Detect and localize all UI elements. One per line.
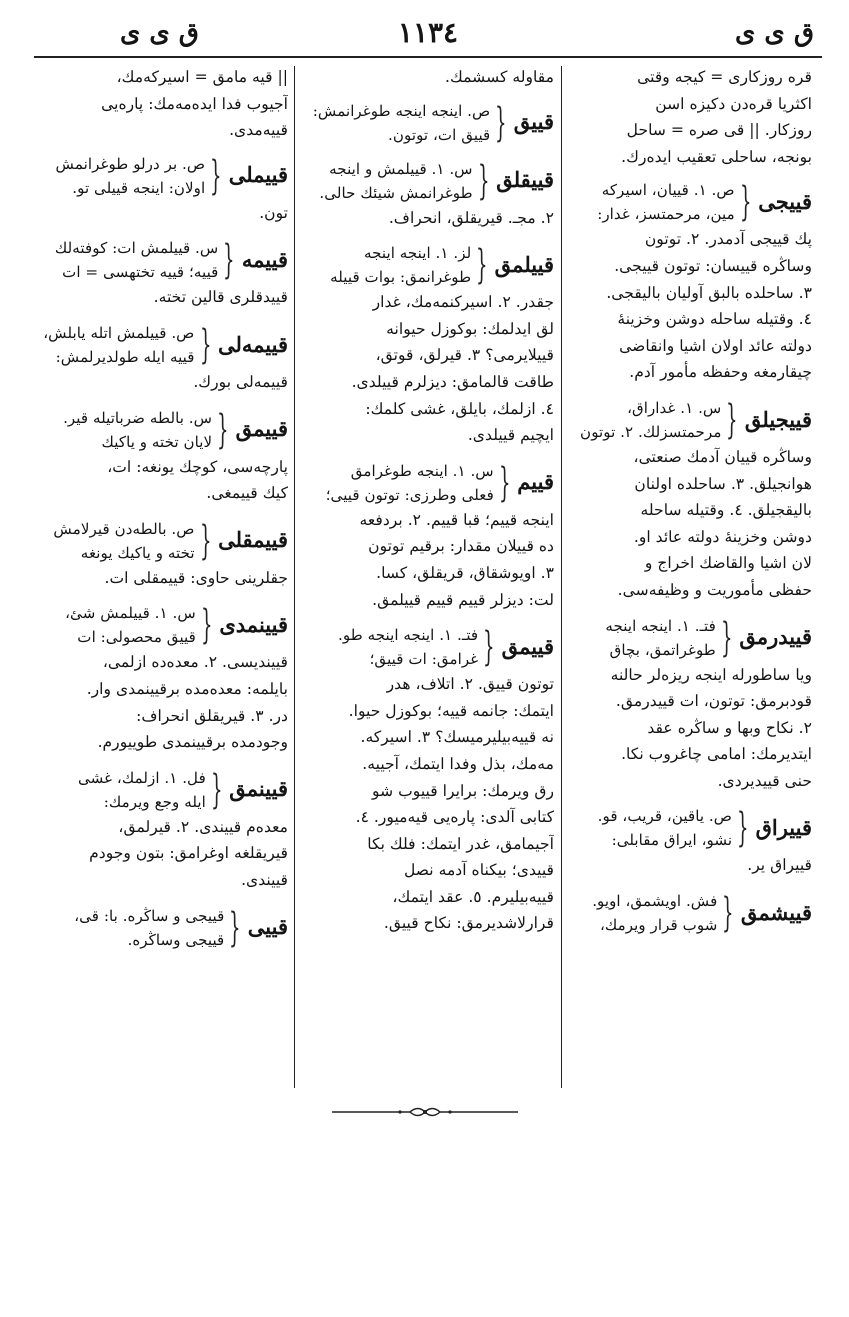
text-line: ٤. ازلمك، بايلق، غشى كلمك: [365, 399, 554, 418]
entry-head [564, 396, 812, 444]
page-number: ١١٣٤ [397, 16, 459, 49]
text-line: قرارلاشديرمق: نكاح قييق. [383, 914, 554, 933]
text-line: || قيه مامق = اسيركه‌مك، [116, 68, 288, 86]
text-line: در. ٣. قيريقلق انحراف: [136, 706, 288, 725]
definition-line: س. ١. غداراق، [627, 398, 722, 417]
text-line: ايتديرمك: امامى چاغروب نكا. [621, 745, 812, 764]
brace-glyph: { [483, 624, 495, 671]
definition-line: مرحمتسزلك. ٢. توتون [580, 422, 722, 441]
text-line: پك قييجى آدمدر. ٢. توتون [644, 230, 812, 249]
definition-line: غرامق: ات قييق؛ [369, 650, 479, 669]
entry-body [298, 205, 554, 232]
brace-glyph: { [726, 396, 738, 443]
dictionary-entry [564, 614, 812, 795]
text-line: كيك قييمغى. [206, 484, 288, 503]
entry-body [40, 200, 288, 227]
bracketed-definition [40, 904, 224, 952]
dictionary-entry [564, 396, 812, 604]
header-letters-right: ق ى ى [735, 18, 814, 48]
entry-head [564, 614, 812, 662]
dictionary-entry [40, 601, 288, 755]
text-line: قييه‌بيليرم. ٥. عقد ايتمك، [392, 887, 554, 906]
column-divider-left [294, 66, 295, 1088]
definition-line: ص. بالطه‌دن قيرلامش [53, 519, 195, 538]
brace-glyph: { [217, 406, 229, 453]
text-line: پارچه‌سى، كوچك يونغه: ات، [107, 457, 288, 476]
entry-continuation [40, 64, 288, 144]
text-line: قره روزكارى = كيجه وقتى [637, 68, 812, 86]
text-line: ٤. وقتيله ساحله دوشن وخزينهٔ [617, 310, 812, 329]
definition-line: فتـ. ١. اينجه اينجه [605, 616, 716, 635]
bracketed-definition [40, 321, 195, 369]
brace-glyph: { [200, 602, 213, 649]
header-rule [34, 56, 822, 58]
dictionary-entry [564, 804, 812, 879]
dictionary-entry [40, 517, 288, 592]
definition-line: فش. اويشمق، اويو. [592, 892, 718, 911]
definition-line: فل. ١. ازلمك، غشى [77, 768, 206, 787]
text-line: رق ويرمك: برايرا قييوب شو [372, 781, 554, 800]
definition-line: فتـ. ١. اينجه اينجه طو. [338, 626, 479, 645]
text-line: ايتمك: جانمه قييه؛ بوكوزل حيوا. [348, 701, 554, 720]
text-line: تون. [259, 203, 288, 222]
headword: قيينمدى [219, 612, 288, 638]
text-line: لان اشيا والقاضك اخراج و [644, 554, 812, 573]
bracketed-definition [298, 241, 471, 289]
text-line: قييلايرمى؟ ٣. قيرلق، قوتق، [375, 346, 554, 365]
text-line: ايچيم قييلدى. [467, 426, 554, 445]
headword: قييق [513, 109, 554, 135]
definition-line: ايله وجع ويرمك: [103, 792, 206, 811]
text-line: كتابى آلدى: پاره‌يى قيه‌ميور. ٤. [355, 808, 554, 827]
entry-continuation [298, 64, 554, 91]
bracketed-definition [40, 152, 205, 200]
entry-body [40, 284, 288, 311]
definition-line: قييجى و ساڭره. با: قى، [74, 906, 225, 925]
definition-line: قييه؛ قييه تختهسى = ات [62, 263, 219, 282]
entry-head [298, 99, 554, 147]
column-divider-right [561, 66, 562, 1088]
text-line: حنى قييديردى. [717, 771, 812, 790]
text-line: مه‌مك، بذل وفدا ايتمك، آجييه. [362, 754, 554, 773]
text-line: نه قييه‌بيليرميسك؟ ٣. اسيركه. [360, 728, 554, 747]
headword: قييى [247, 914, 288, 940]
dictionary-entry [298, 99, 554, 147]
bracketed-definition [298, 459, 494, 507]
dictionary-entry [40, 766, 288, 894]
dictionary-entry [298, 157, 554, 232]
entry-body [298, 507, 554, 613]
entry-body [298, 671, 554, 937]
text-line: بايلمه: معده‌مده برقيينمدى وار. [86, 679, 288, 698]
definition-line: ص. اينجه اينجه طوغرانمش: [312, 101, 491, 120]
bracketed-definition [40, 766, 206, 814]
dictionary-entry [40, 904, 288, 952]
text-line: قيريقلغه اوغرامق: بتون وجودم [89, 844, 288, 863]
text-line: ٢. نكاح وبها و ساڭره عقد [647, 718, 812, 737]
entry-body [40, 649, 288, 755]
brace-glyph: { [476, 242, 488, 289]
text-line: اكثريا قره‌دن دكيزه اسن [655, 94, 812, 113]
entry-head [40, 236, 288, 284]
text-line: ٣. اويوشقاق، قريقلق، كسا. [376, 563, 554, 582]
dictionary-entry [564, 889, 812, 937]
text-line: دولته عائد اولان اشيا وانقاضى [619, 336, 812, 355]
headword: قييراق [755, 815, 812, 841]
entry-head [564, 178, 812, 226]
entry-body [298, 289, 554, 449]
text-line: بونجه، ساحلى تعقيب ايده‌رك. [621, 147, 812, 166]
entry-head [40, 904, 288, 952]
headword: قييشمق [740, 899, 812, 925]
bracketed-definition [564, 614, 716, 662]
dictionary-entry [298, 459, 554, 613]
definition-line: ص. بر درلو طوغرانمش [55, 154, 206, 173]
brace-glyph: { [210, 766, 223, 813]
dictionary-entry [40, 152, 288, 227]
text-line: وجودمده برقيينمدى طوييورم. [97, 733, 288, 752]
entry-continuation [564, 64, 812, 170]
entry-head [564, 804, 812, 852]
entry-head [40, 406, 288, 454]
definition-line: نشو، ايراق مقابلى: [611, 831, 733, 850]
dictionary-entry [40, 236, 288, 311]
text-line: ٢. مجـ. قيريقلق، انحراف. [388, 208, 554, 227]
text-line: وساڭره قييسان: توتون قييجى. [614, 256, 812, 275]
headword: قييمق [501, 633, 554, 659]
headword: قييمه [241, 247, 288, 273]
text-line: جقدر. ٢. اسيركنمه‌مك، غدار [372, 293, 554, 312]
definition-line: س. قييلمش ات: كوفته‌لك [54, 239, 219, 258]
text-line: قييندى. [241, 870, 288, 889]
brace-glyph: { [495, 99, 507, 146]
bracketed-definition [564, 396, 721, 444]
text-line: اينجه قييم؛ قبا قييم. ٢. بردفعه [359, 510, 554, 529]
headword: قييلمق [494, 251, 554, 277]
definition-line: لايان تخته و ياكيك [101, 432, 213, 451]
brace-glyph: { [477, 157, 490, 204]
entry-head [40, 321, 288, 369]
text-line: قييدى؛ بيكناه آدمه نصل [403, 861, 554, 880]
entry-body [40, 369, 288, 396]
entry-body [564, 444, 812, 604]
brace-glyph: { [737, 805, 749, 852]
text-line: قييه‌مدى. [229, 121, 288, 140]
definition-line: فعلى وطرزى: توتون قييى؛ [325, 485, 494, 504]
definition-line: قييه ايله طولديرلمش: [55, 347, 195, 366]
brace-glyph: { [199, 517, 212, 564]
definition-line: س. ١. قييلمش شئ، [65, 604, 196, 623]
definition-line: س. بالطه ضرباتيله قير. [63, 408, 213, 427]
text-line: قييمه‌لى بورك. [193, 372, 288, 391]
entry-head [298, 157, 554, 205]
brace-glyph: { [210, 152, 222, 199]
entry-body [564, 852, 812, 879]
text-line: ٣. ساحلده بالبق آوليان باليقجى. [606, 283, 812, 302]
entry-body [40, 565, 288, 592]
dictionary-entry [298, 241, 554, 449]
text-line: چيقارمغه وحفظه مأمور آدم. [629, 363, 812, 382]
entry-head [564, 889, 812, 937]
headword: قييمق [235, 416, 288, 442]
brace-glyph: { [229, 904, 241, 951]
text-line: باليقجيلق. ٤. وقتيله ساحله [640, 501, 812, 520]
text-line: قييدقلرى قالين تخته. [153, 288, 288, 307]
entry-body [564, 226, 812, 386]
entry-head [40, 517, 288, 565]
definition-line: س. ١. قييلمش و اينجه [329, 159, 473, 178]
definition-line: اولان: اينجه قييلى تو. [72, 178, 206, 197]
definition-line: تخته و ياكيك يونغه‌ [80, 543, 195, 562]
entry-head [298, 241, 554, 289]
entry-head [40, 152, 288, 200]
column-left [40, 64, 288, 1088]
entry-body [564, 662, 812, 795]
definition-line: طوغراتمق، بچاق [609, 640, 716, 659]
text-line: قييراق ير. [747, 856, 812, 875]
entry-body [40, 454, 288, 507]
headword: قييمقلى [218, 527, 288, 553]
headword: قييمه‌لى [217, 331, 288, 357]
definition-line: مين، مرحمتسز، غدار: [597, 205, 735, 224]
bracketed-definition [40, 517, 195, 565]
entry-body [564, 64, 812, 170]
headword: قييملى [228, 162, 288, 188]
entry-head [40, 601, 288, 649]
text-line: قيينديسى. ٢. معده‌ده ازلمى، [102, 653, 288, 672]
entry-body [40, 814, 288, 894]
entry-head [40, 766, 288, 814]
text-line: ويا ساطورله اينجه ريزه‌لر حالنه [610, 665, 812, 684]
text-line: ده قييلان مقدار: برقيم توتون [368, 537, 554, 556]
headword: قيينمق [229, 776, 288, 802]
headword: قييم [517, 469, 554, 495]
column-middle [298, 64, 554, 1088]
definition-line: شوب قرار ويرمك، [599, 916, 718, 935]
definition-line: قييق محصولى: ات [77, 628, 196, 647]
footer-ornament [330, 1104, 520, 1120]
bracketed-definition [40, 601, 196, 649]
brace-glyph: { [223, 237, 235, 284]
headword: قييدرمق [739, 624, 812, 650]
brace-glyph: { [199, 321, 211, 368]
brace-glyph: { [498, 459, 511, 506]
text-line: توتون قييق. ٢. اتلاف، هدر [386, 675, 554, 694]
text-line: حفظى مأموريت و وظيفه‌سى. [617, 580, 812, 599]
definition-line: طوغرانمش شيئك حالى. [319, 183, 473, 202]
entry-head [298, 459, 554, 507]
page-header [34, 14, 822, 56]
bracketed-definition [40, 406, 212, 454]
text-line: روزكار. || قى صره = ساحل [626, 121, 812, 140]
bracketed-definition [564, 804, 732, 852]
bracketed-definition [298, 157, 473, 205]
entry-body [40, 64, 288, 144]
entry-body [298, 64, 554, 91]
brace-glyph: { [720, 614, 733, 661]
definition-line: ص. ياقين، قريب، قو. [597, 807, 733, 826]
text-line: قودبرمق: توتون، ات قييدرمق. [615, 692, 812, 711]
bracketed-definition [564, 889, 717, 937]
text-line: آجيوب فدا ايده‌مه‌مك: پاره‌يى [101, 94, 288, 113]
dictionary-entry [40, 321, 288, 396]
text-line: هوانجيلق. ٣. ساحلده اولنان [634, 474, 812, 493]
dictionary-entry [40, 406, 288, 507]
bracketed-definition [40, 236, 218, 284]
definition-line: طوغرانمق: بوات قييله‌ [330, 268, 472, 287]
brace-glyph: { [739, 179, 752, 226]
bracketed-definition [298, 623, 478, 671]
header-letters-left: ق ى ى [120, 18, 199, 48]
column-right [564, 64, 812, 1088]
text-line: لق ايدلمك: بوكوزل حيوانه [386, 319, 554, 338]
definition-line: لز. ١. اينجه اينجه [363, 244, 472, 263]
brace-glyph: { [722, 890, 734, 937]
headword: قييقلق [496, 167, 554, 193]
definition-line: ص. ١. قييان، اسيركه‌ [601, 181, 735, 200]
headword: قييجيلق [744, 406, 812, 432]
headword: قييجى [758, 189, 812, 215]
text-line: لت: ديزلر قييم قييم قييلمق. [372, 590, 554, 609]
text-line: مقاوله كسشمك. [445, 68, 554, 86]
text-line: آجيمامق، غدر ايتمك: فلك بكا [367, 834, 554, 853]
text-line: دوشن وخزينهٔ دولته عائد او. [633, 527, 812, 546]
text-line: وساڭره قييان آدمك صنعتى، [633, 447, 812, 466]
bracketed-definition [564, 178, 735, 226]
text-line: جقلرينى حاوى: قييمقلى ات. [104, 568, 288, 587]
definition-line: س. ١. اينجه طوغرامق [350, 461, 494, 480]
bracketed-definition [298, 99, 490, 147]
entry-head [298, 623, 554, 671]
text-line: معده‌م قييندى. ٢. قيرلمق، [118, 817, 288, 836]
definition-line: قييجى وساڭره. [127, 930, 225, 949]
dictionary-entry [298, 623, 554, 937]
dictionary-entry [564, 178, 812, 386]
definition-line: ص. قييلمش اتله يابلش، [43, 323, 195, 342]
definition-line: قييق ات، توتون. [388, 125, 491, 144]
text-line: طاقت قالمامق: ديزلرم قييلدى. [351, 372, 554, 391]
